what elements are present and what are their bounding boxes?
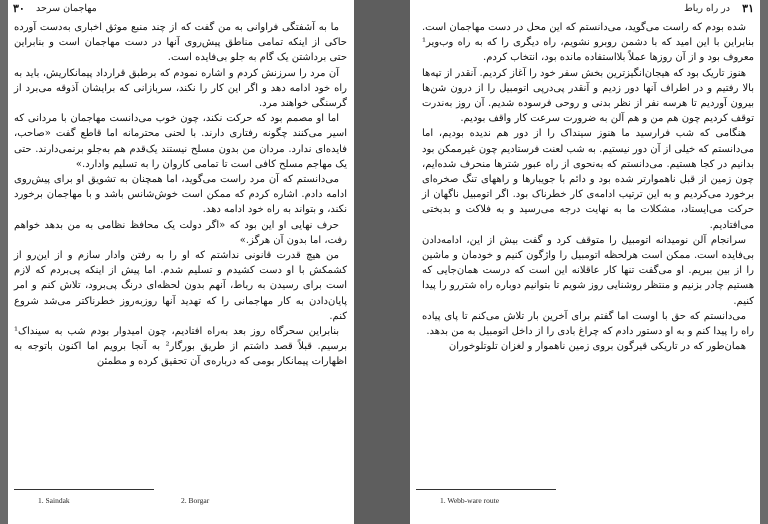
paragraph: هنوز تاریک بود که هیجان‌انگیزترین بخش سفر خود را آغاز کردیم. آنقدر از تپه‌ها بالا رفتیم و در اطراف آنها دور زدیم و آنقدر پی‌درپی اتومبیل را از درون شن‌ها بیرون آوردیم تا هرسه نفر از نظر بدنی و روحی فرسوده شدیم. آن روز به‌ندرت توقف کردیم چون هم من و هم آلن به ضرورت سرعت کار واقف بودیم. [422,67,754,125]
left-page-body [8,20,354,370]
paragraph: هنگامی که شب فرارسید ما هنوز سینداک را از دور هم ندیده بودیم، اما می‌دانستم که خیلی از آن دور نیستیم. به شب لعنت فرستادیم چون غیرممکن بود بدانیم در کجا هستیم. می‌دانستم که به‌نحوی از راه عبور شترها منحرف شده‌ایم، چون زمین از قبل ناهموارتر شده بود و دائم با جویبارها و راههای تنگ صخره‌ای برخورد می‌کردیم و به این ترتیب ادامه‌ی کار خطرناک بود. اگر اتومبیل ناگهان از حرکت می‌ایستاد، مشکلات ما به نهایت درجه می‌رسید و به فلاکت و بدبختی می‌افتادیم. [422,128,754,231]
book-spine-gutter [354,0,410,524]
footnote-separator [14,489,154,490]
paragraph: من هیچ قدرت قانونی نداشتم که او را به رفتن وادار سازم و از این‌رو از کشمکش با او دست کشیدم و تسلیم شدم. اما پیش از اینکه پی‌بردم که لازم است برای رسیدن به رباط، آنهم بدون لحظه‌ای درنگ پی‌برود، تلاش کنم و امر پایان‌دادن به کار مهاجمانی را که تهدید آنها روزبه‌روز خطرناکتر می‌شد شروع کنم. [14,250,347,322]
paragraph: حرف نهایی او این بود که «اگر دولت یک محافظ نظامی به من بدهد خواهم رفت، اما بدون آن هرگز.» [14,219,347,246]
left-page-header [8,2,354,20]
paragraph: سرانجام آلن نومیدانه اتومبیل را متوقف کرد و گفت بیش از این، ادامه‌دادن بی‌فایده است. ممکن است هرلحظه اتومبیل را واژگون کنیم و خودمان و ماشین را از بین ببریم. او می‌گفت تنها کار عاقلانه این است که درست همان‌جایی که هستیم چادر بزنیم و منتظر روشنایی روز شویم تا بتوانیم دوباره راه شتررو را پیدا کنیم. [422,234,754,307]
paragraph: همان‌طور که در تاریکی قیرگون بروی زمین ناهموار و لغزان تلوتلوخوران [448,341,746,353]
paragraph: ما به آشفتگی فراوانی به من گفت که از چند منبع موثق اخباری به‌دست آورده حاکی از اینکه تمامی مناطق پیش‌روی آنها در دست مهاجمان است و بنابراین حتی برداشتن یک گام به جلو بی‌فایده است. [14,22,347,64]
left-page-number: ۳۰ [13,2,25,15]
right-page-body [410,20,760,354]
paragraph: می‌دانستم که حق با اوست اما گفتم برای آخرین بار تلاش می‌کنم تا پای پیاده راه را پیدا کنم و به او دستور دادم که چراغ بادی را از داخل اتومبیل به من بدهد. [422,310,754,338]
paragraph: می‌دانستم که آن مرد راست می‌گوید، اما همچنان به تشویق او برای پیش‌روی ادامه دادم. اشاره کردم که ممکن است خوش‌شانس باشد و با مهاجمان برخورد نکند، و بتواند به راه خود ادامه دهد. [14,174,347,216]
footnote-separator [416,489,556,490]
right-running-head: در راه رباط [684,3,730,14]
footnote: 1. Webb-ware route [440,496,500,505]
left-book-page [8,0,354,524]
right-page-number: ۳۱ [742,2,754,15]
footnote: 2. Borgar [181,496,210,505]
paragraph: بنابراین سحرگاه روز بعد به‌راه افتادیم، چون امیدوار بودم شب به سینداک¹ برسیم. قبلاً قصد داشتم از طریق بورگار² به آنجا برویم اما اکنون باتوجه به اظهارات پیمانکار بومی که درباره‌ی آن تحقیق کرده و مطمئن [14,326,347,368]
left-running-head: مهاجمان سرحد [36,3,97,14]
footnote: 1. Saindak [38,496,70,505]
paragraph: آن مرد را سرزنش کردم و اشاره نمودم که برطبق قرارداد پیمانکاریش، باید به راه خود ادامه دهد و اگر این کار را نکند، سربازانی که برایشان آذوقه می‌برد از گرسنگی خواهند مرد. [14,67,347,110]
right-page-header [410,2,760,20]
right-book-page [410,0,760,524]
paragraph: شده بودم که راست می‌گوید، می‌دانستم که این محل در دست مهاجمان است. بنابراین با این امید که با دشمن روبرو نشویم، راه دیگری را که به راه وب‌ویر¹ معروف بود و از آن روزها عملاً بلااستفاده مانده بود، انتخاب کردم. [422,22,754,64]
paragraph: اما او مصمم بود که حرکت نکند، چون خوب می‌دانست مهاجمان با مردانی که اسیر می‌کنند چگونه رفتاری دارند. با لحنی محترمانه اما قاطع گفت «صاحب، فایده‌ای ندارد. مردان من بدون مسلح نیستند یک‌قدم هم به‌جلو برنمی‌دارند. حتی یک مهاجم مسلح کافی است تا تمامی کاروان را به تسلیم وادارد.» [14,113,347,170]
